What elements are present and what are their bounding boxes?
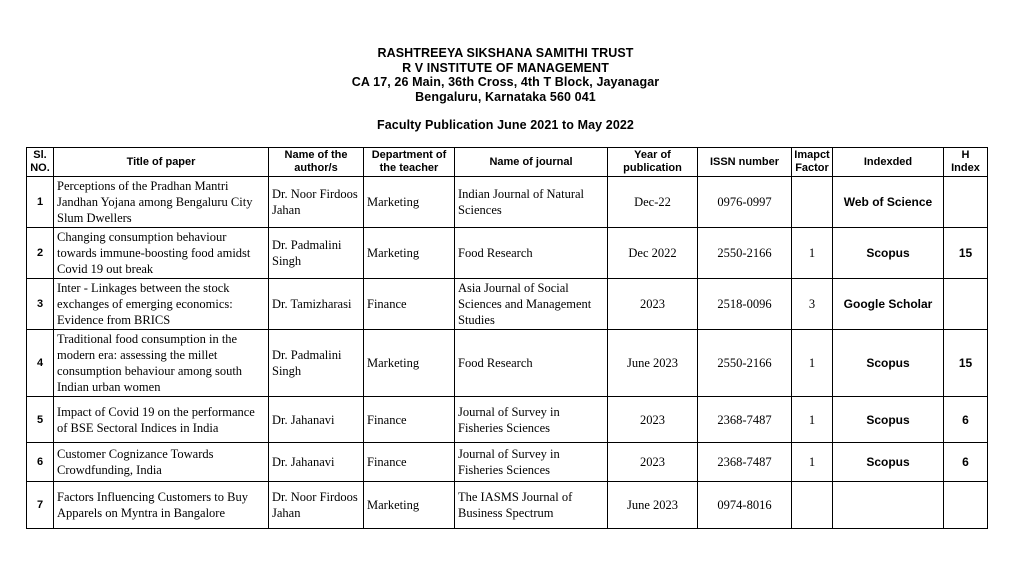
cell-department: Finance: [364, 279, 455, 330]
cell-year: 2023: [608, 397, 698, 443]
cell-h-index: [944, 279, 988, 330]
cell-sl-no: 7: [27, 482, 54, 529]
cell-year: 2023: [608, 443, 698, 482]
cell-author: Dr. Noor Firdoos Jahan: [269, 177, 364, 228]
cell-issn: 0976-0997: [698, 177, 792, 228]
table-row: [27, 443, 988, 482]
cell-author: Dr. Padmalini Singh: [269, 330, 364, 397]
cell-issn: 0974-8016: [698, 482, 792, 529]
cell-indexed: Web of Science: [833, 177, 944, 228]
table-row: [27, 330, 988, 397]
table-row: [27, 177, 988, 228]
cell-h-index: 15: [944, 330, 988, 397]
cell-issn: 2550-2166: [698, 330, 792, 397]
column-header-issn: ISSN number: [698, 148, 792, 177]
cell-department: Finance: [364, 397, 455, 443]
cell-title: Changing consumption behaviour towards immune-boosting food amidst Covid 19 out break: [54, 228, 269, 279]
column-header-department: Department of the teacher: [364, 148, 455, 177]
table-header-row: [27, 148, 988, 177]
cell-indexed: Scopus: [833, 228, 944, 279]
cell-journal: Journal of Survey in Fisheries Sciences: [455, 397, 608, 443]
cell-department: Marketing: [364, 482, 455, 529]
column-header-h-index: H Index: [944, 148, 988, 177]
cell-impact-factor: [792, 482, 833, 529]
cell-indexed: Google Scholar: [833, 279, 944, 330]
column-header-journal: Name of journal: [455, 148, 608, 177]
cell-journal: Indian Journal of Natural Sciences: [455, 177, 608, 228]
cell-journal: Asia Journal of Social Sciences and Management Studies: [455, 279, 608, 330]
address-line-1: CA 17, 26 Main, 36th Cross, 4th T Block, Jayanagar: [351, 75, 660, 89]
cell-journal: The IASMS Journal of Business Spectrum: [455, 482, 608, 529]
cell-department: Marketing: [364, 330, 455, 397]
table-body: [27, 177, 988, 529]
cell-title: Customer Cognizance Towards Crowdfunding, India: [54, 443, 269, 482]
cell-h-index: 6: [944, 397, 988, 443]
cell-impact-factor: 1: [792, 228, 833, 279]
cell-journal: Journal of Survey in Fisheries Sciences: [455, 443, 608, 482]
cell-year: June 2023: [608, 330, 698, 397]
cell-impact-factor: 1: [792, 397, 833, 443]
faculty-publication-table: [26, 147, 988, 529]
document-header: [0, 0, 1011, 133]
cell-year: June 2023: [608, 482, 698, 529]
cell-sl-no: 4: [27, 330, 54, 397]
trust-name: RASHTREEYA SIKSHANA SAMITHI TRUST: [377, 46, 634, 60]
cell-h-index: [944, 482, 988, 529]
cell-h-index: 15: [944, 228, 988, 279]
cell-indexed: [833, 482, 944, 529]
cell-year: Dec 2022: [608, 228, 698, 279]
cell-sl-no: 3: [27, 279, 54, 330]
cell-department: Marketing: [364, 228, 455, 279]
cell-impact-factor: [792, 177, 833, 228]
institute-name: R V INSTITUTE OF MANAGEMENT: [402, 60, 609, 75]
table-header: [27, 148, 988, 177]
cell-impact-factor: 1: [792, 443, 833, 482]
table-row: [27, 228, 988, 279]
column-header-author: Name of the author/s: [269, 148, 364, 177]
column-header-title: Title of paper: [54, 148, 269, 177]
cell-author: Dr. Noor Firdoos Jahan: [269, 482, 364, 529]
cell-title: Impact of Covid 19 on the performance of BSE Sectoral Indices in India: [54, 397, 269, 443]
cell-title: Factors Influencing Customers to Buy Apparels on Myntra in Bangalore: [54, 482, 269, 529]
cell-department: Finance: [364, 443, 455, 482]
page-title: Faculty Publication June 2021 to May 2022: [377, 118, 634, 132]
cell-sl-no: 1: [27, 177, 54, 228]
cell-impact-factor: 1: [792, 330, 833, 397]
cell-author: Dr. Padmalini Singh: [269, 228, 364, 279]
address-line-2: Bengaluru, Karnataka 560 041: [415, 89, 596, 104]
column-header-impact-factor: Imapct Factor: [792, 148, 833, 177]
cell-issn: 2368-7487: [698, 443, 792, 482]
table-row: [27, 482, 988, 529]
cell-sl-no: 2: [27, 228, 54, 279]
cell-issn: 2518-0096: [698, 279, 792, 330]
column-header-year: Year of publication: [608, 148, 698, 177]
cell-title: Perceptions of the Pradhan Mantri Jandhan Yojana among Bengaluru City Slum Dwellers: [54, 177, 269, 228]
cell-journal: Food Research: [455, 228, 608, 279]
cell-author: Dr. Jahanavi: [269, 443, 364, 482]
column-header-indexed: Indexded: [833, 148, 944, 177]
cell-author: Dr. Jahanavi: [269, 397, 364, 443]
cell-issn: 2368-7487: [698, 397, 792, 443]
cell-author: Dr. Tamizharasi: [269, 279, 364, 330]
cell-indexed: Scopus: [833, 330, 944, 397]
cell-sl-no: 5: [27, 397, 54, 443]
cell-department: Marketing: [364, 177, 455, 228]
cell-year: 2023: [608, 279, 698, 330]
table-row: [27, 279, 988, 330]
table-row: [27, 397, 988, 443]
cell-indexed: Scopus: [833, 397, 944, 443]
cell-h-index: [944, 177, 988, 228]
cell-impact-factor: 3: [792, 279, 833, 330]
cell-year: Dec-22: [608, 177, 698, 228]
cell-issn: 2550-2166: [698, 228, 792, 279]
column-header-sl-no: Sl. NO.: [27, 148, 54, 177]
cell-journal: Food Research: [455, 330, 608, 397]
cell-title: Traditional food consumption in the modern era: assessing the millet consumption behaviour among south Indian urban women: [54, 330, 269, 397]
cell-title: Inter - Linkages between the stock exchanges of emerging economics: Evidence from BRICS: [54, 279, 269, 330]
cell-sl-no: 6: [27, 443, 54, 482]
cell-h-index: 6: [944, 443, 988, 482]
cell-indexed: Scopus: [833, 443, 944, 482]
